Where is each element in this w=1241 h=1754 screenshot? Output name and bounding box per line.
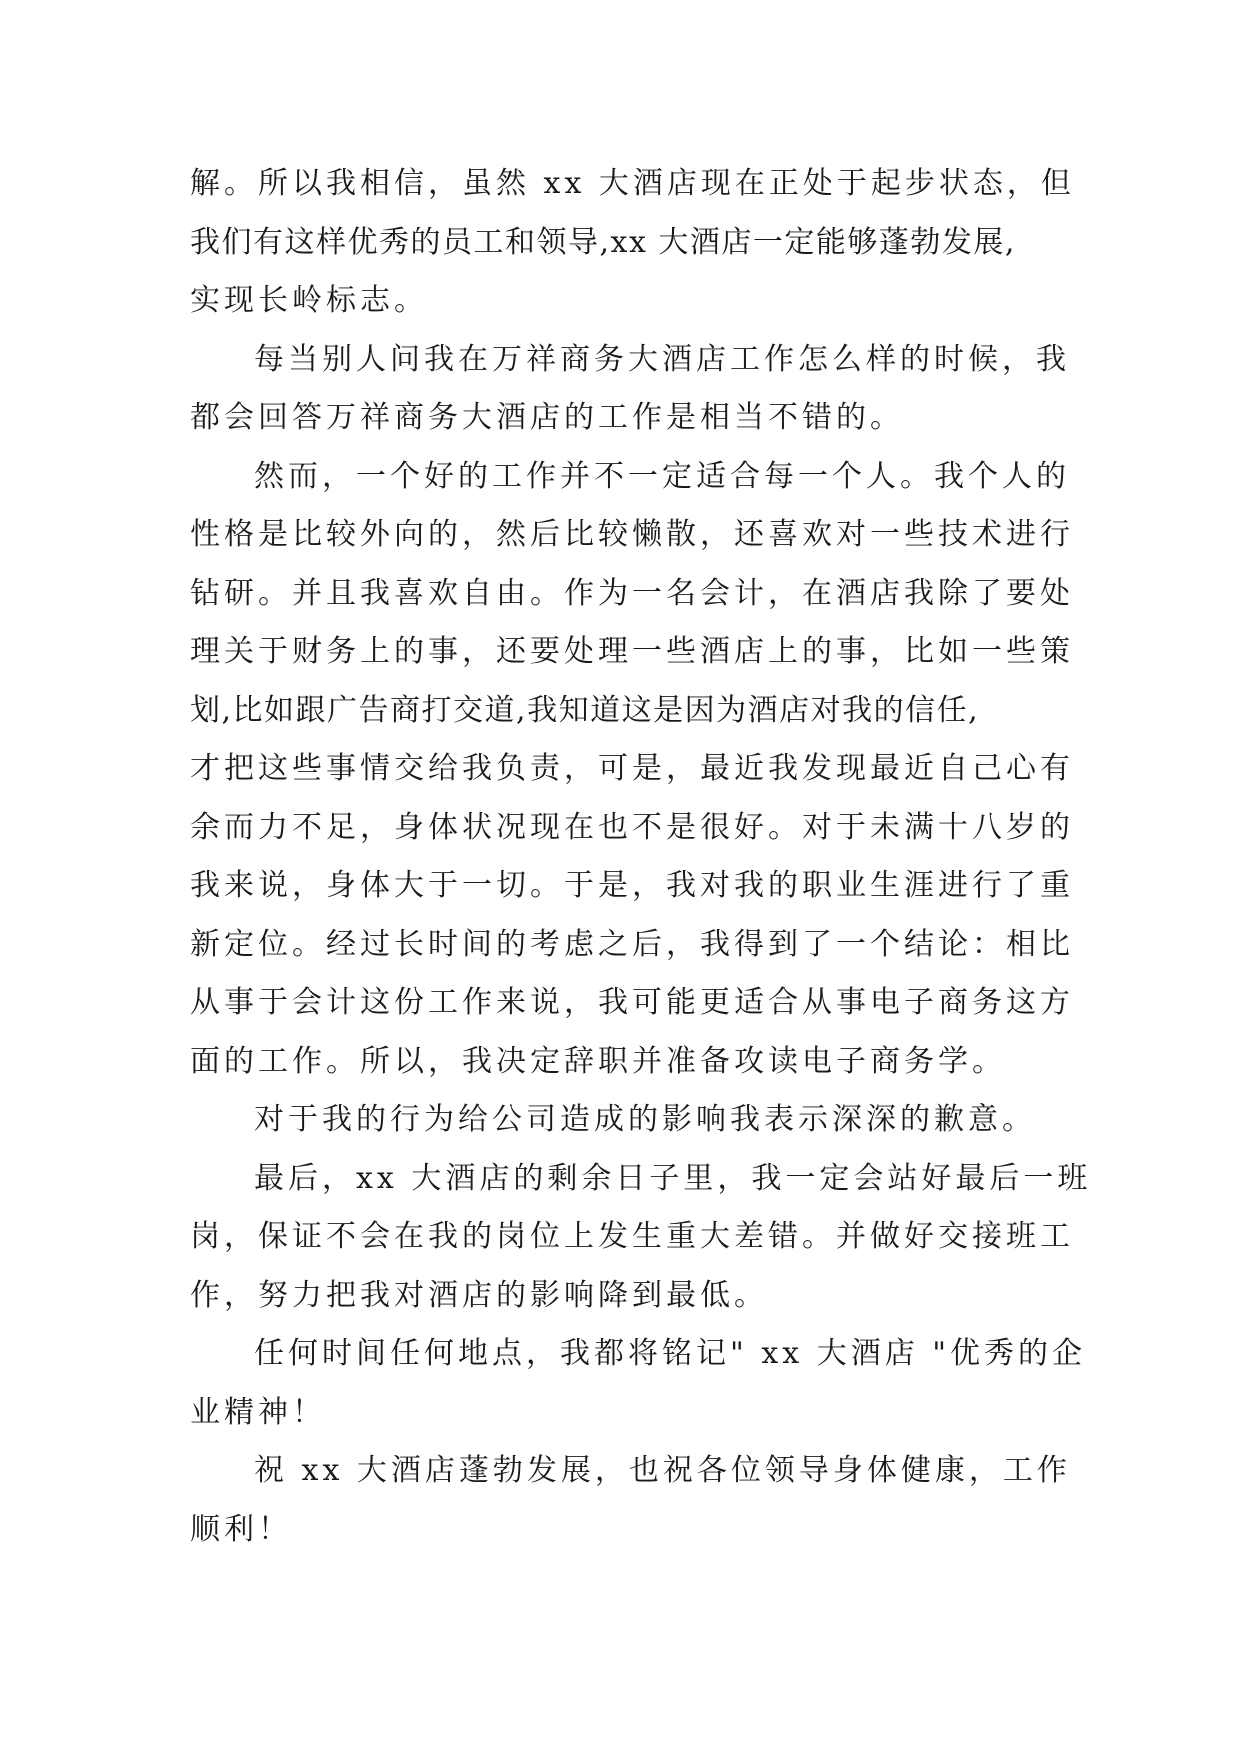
text-line: 作，努力把我对酒店的影响降到最低。 — [190, 1277, 768, 1313]
text-line: 才把这些事情交给我负责，可是，最近我发现最近自己心有 — [190, 751, 1074, 786]
text-line: 每当别人问我在万祥商务大酒店工作怎么样的时候，我 — [254, 341, 1070, 377]
text-line: 理关于财务上的事，还要处理一些酒店上的事，比如一些策 — [190, 634, 1074, 669]
text-line: 面的工作。所以，我决定辞职并准备攻读电子商务学。 — [190, 1043, 1006, 1079]
text-line: 然而，一个好的工作并不一定适合每一个人。我个人的 — [254, 458, 1070, 494]
text-line: 性格是比较外向的，然后比较懒散，还喜欢对一些技术进行 — [190, 517, 1074, 552]
text-line: 从事于会计这份工作来说，我可能更适合从事电子商务这方 — [190, 985, 1074, 1020]
text-line: 钻研。并且我喜欢自由。作为一名会计，在酒店我除了要处 — [190, 575, 1074, 611]
text-line: 都会回答万祥商务大酒店的工作是相当不错的。 — [190, 400, 904, 435]
text-line: 任何时间任何地点，我都将铭记" xx 大酒店 "优秀的企 — [254, 1336, 1087, 1371]
text-line: 划,比如跟广告商打交道,我知道这是因为酒店对我的信任, — [190, 692, 980, 728]
document-body — [190, 155, 1090, 1559]
text-line: 新定位。经过长时间的考虑之后，我得到了一个结论：相比 — [190, 926, 1074, 962]
text-line: 顺利！ — [190, 1511, 292, 1547]
text-line: 最后，xx 大酒店的剩余日子里，我一定会站好最后一班 — [254, 1160, 1092, 1196]
text-line: 对于我的行为给公司造成的影响我表示深深的歉意。 — [254, 1102, 1036, 1137]
text-line: 业精神！ — [190, 1394, 326, 1430]
text-line: 余而力不足，身体状况现在也不是很好。对于未满十八岁的 — [190, 809, 1074, 845]
text-line: 岗，保证不会在我的岗位上发生重大差错。并做好交接班工 — [190, 1219, 1074, 1254]
text-line: 我们有这样优秀的员工和领导,xx 大酒店一定能够蓬勃发展, — [190, 224, 1016, 260]
text-line: 祝 xx 大酒店蓬勃发展，也祝各位领导身体健康，工作 — [254, 1453, 1071, 1488]
text-line: 我来说，身体大于一切。于是，我对我的职业生涯进行了重 — [190, 868, 1074, 903]
text-line: 解。所以我相信，虽然 xx 大酒店现在正处于起步状态，但 — [190, 166, 1075, 201]
text-line: 实现长岭标志。 — [190, 283, 428, 318]
